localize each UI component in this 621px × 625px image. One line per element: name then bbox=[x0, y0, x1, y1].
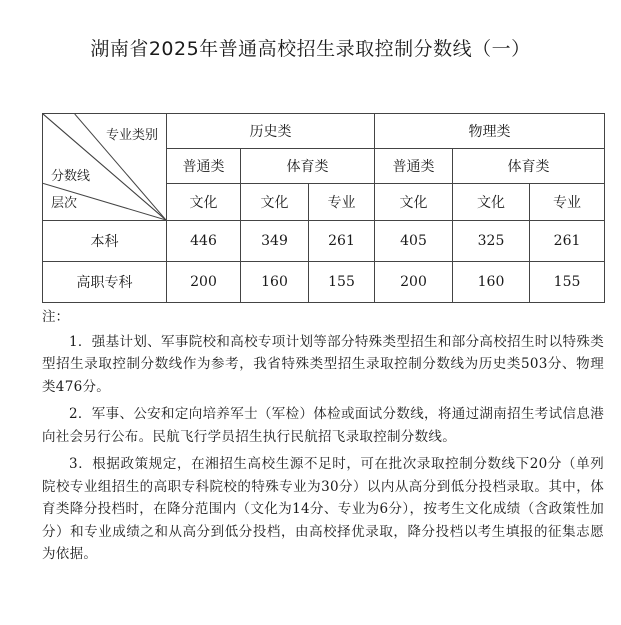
diag-label-score: 分数线 bbox=[51, 169, 91, 184]
subject-header: 文化 bbox=[241, 184, 309, 221]
score-table bbox=[42, 113, 605, 303]
score-cell: 155 bbox=[309, 262, 375, 303]
subject-header: 专业 bbox=[530, 184, 605, 221]
row-level: 本科 bbox=[43, 221, 167, 262]
score-cell: 160 bbox=[241, 262, 309, 303]
score-cell: 405 bbox=[375, 221, 453, 262]
subject-header: 文化 bbox=[375, 184, 453, 221]
score-cell: 261 bbox=[309, 221, 375, 262]
table-row bbox=[43, 262, 605, 303]
note-item: 3．根据政策规定，在湘招生高校生源不足时，可在批次录取控制分数线下20分（单列院校专业组招生的高职专科院校的特殊专业为30分）以内从高分到低分投档录取。其中，体育类降分投档时，在降分范围内（文化为14分、专业为6分），按考生文化成绩（含政策性加分）和专业成绩之和从高分到低分投档，由高校择优录取，降分投档以考生填报的征集志愿为依据。 bbox=[42, 456, 604, 562]
table-row bbox=[43, 221, 605, 262]
diagonal-header-cell bbox=[43, 114, 167, 221]
score-cell: 200 bbox=[167, 262, 241, 303]
subcategory-history-sports: 体育类 bbox=[241, 149, 375, 184]
page-title: 湖南省2025年普通高校招生录取控制分数线（一） bbox=[90, 38, 531, 60]
subject-header: 文化 bbox=[167, 184, 241, 221]
subject-header: 文化 bbox=[453, 184, 530, 221]
score-cell: 446 bbox=[167, 221, 241, 262]
note-item: 2．军事、公安和定向培养军士（军检）体检或面试分数线，将通过湖南招生考试信息港向社会另行公布。民航飞行学员招生执行民航招飞录取控制分数线。 bbox=[42, 406, 604, 445]
subcategory-physics-sports: 体育类 bbox=[453, 149, 605, 184]
note-item: 1．强基计划、军事院校和高校专项计划等部分特殊类型招生和部分高校招生时以特殊类型招生录取控制分数线作为参考，我省特殊类型招生录取控制分数线为历史类503分、物理类476分。 bbox=[42, 333, 604, 395]
row-level: 高职专科 bbox=[43, 262, 167, 303]
subcategory-physics-regular: 普通类 bbox=[375, 149, 453, 184]
diag-label-category: 专业类别 bbox=[105, 128, 158, 143]
score-cell: 261 bbox=[530, 221, 605, 262]
subject-header: 专业 bbox=[309, 184, 375, 221]
score-cell: 155 bbox=[530, 262, 605, 303]
score-cell: 160 bbox=[453, 262, 530, 303]
notes-section bbox=[42, 306, 604, 571]
score-cell: 325 bbox=[453, 221, 530, 262]
subcategory-history-regular: 普通类 bbox=[167, 149, 241, 184]
category-physics: 物理类 bbox=[375, 114, 605, 149]
notes-label: 注： bbox=[42, 309, 69, 325]
score-cell: 349 bbox=[241, 221, 309, 262]
category-history: 历史类 bbox=[167, 114, 375, 149]
score-cell: 200 bbox=[375, 262, 453, 303]
diag-label-level: 层次 bbox=[51, 196, 78, 211]
